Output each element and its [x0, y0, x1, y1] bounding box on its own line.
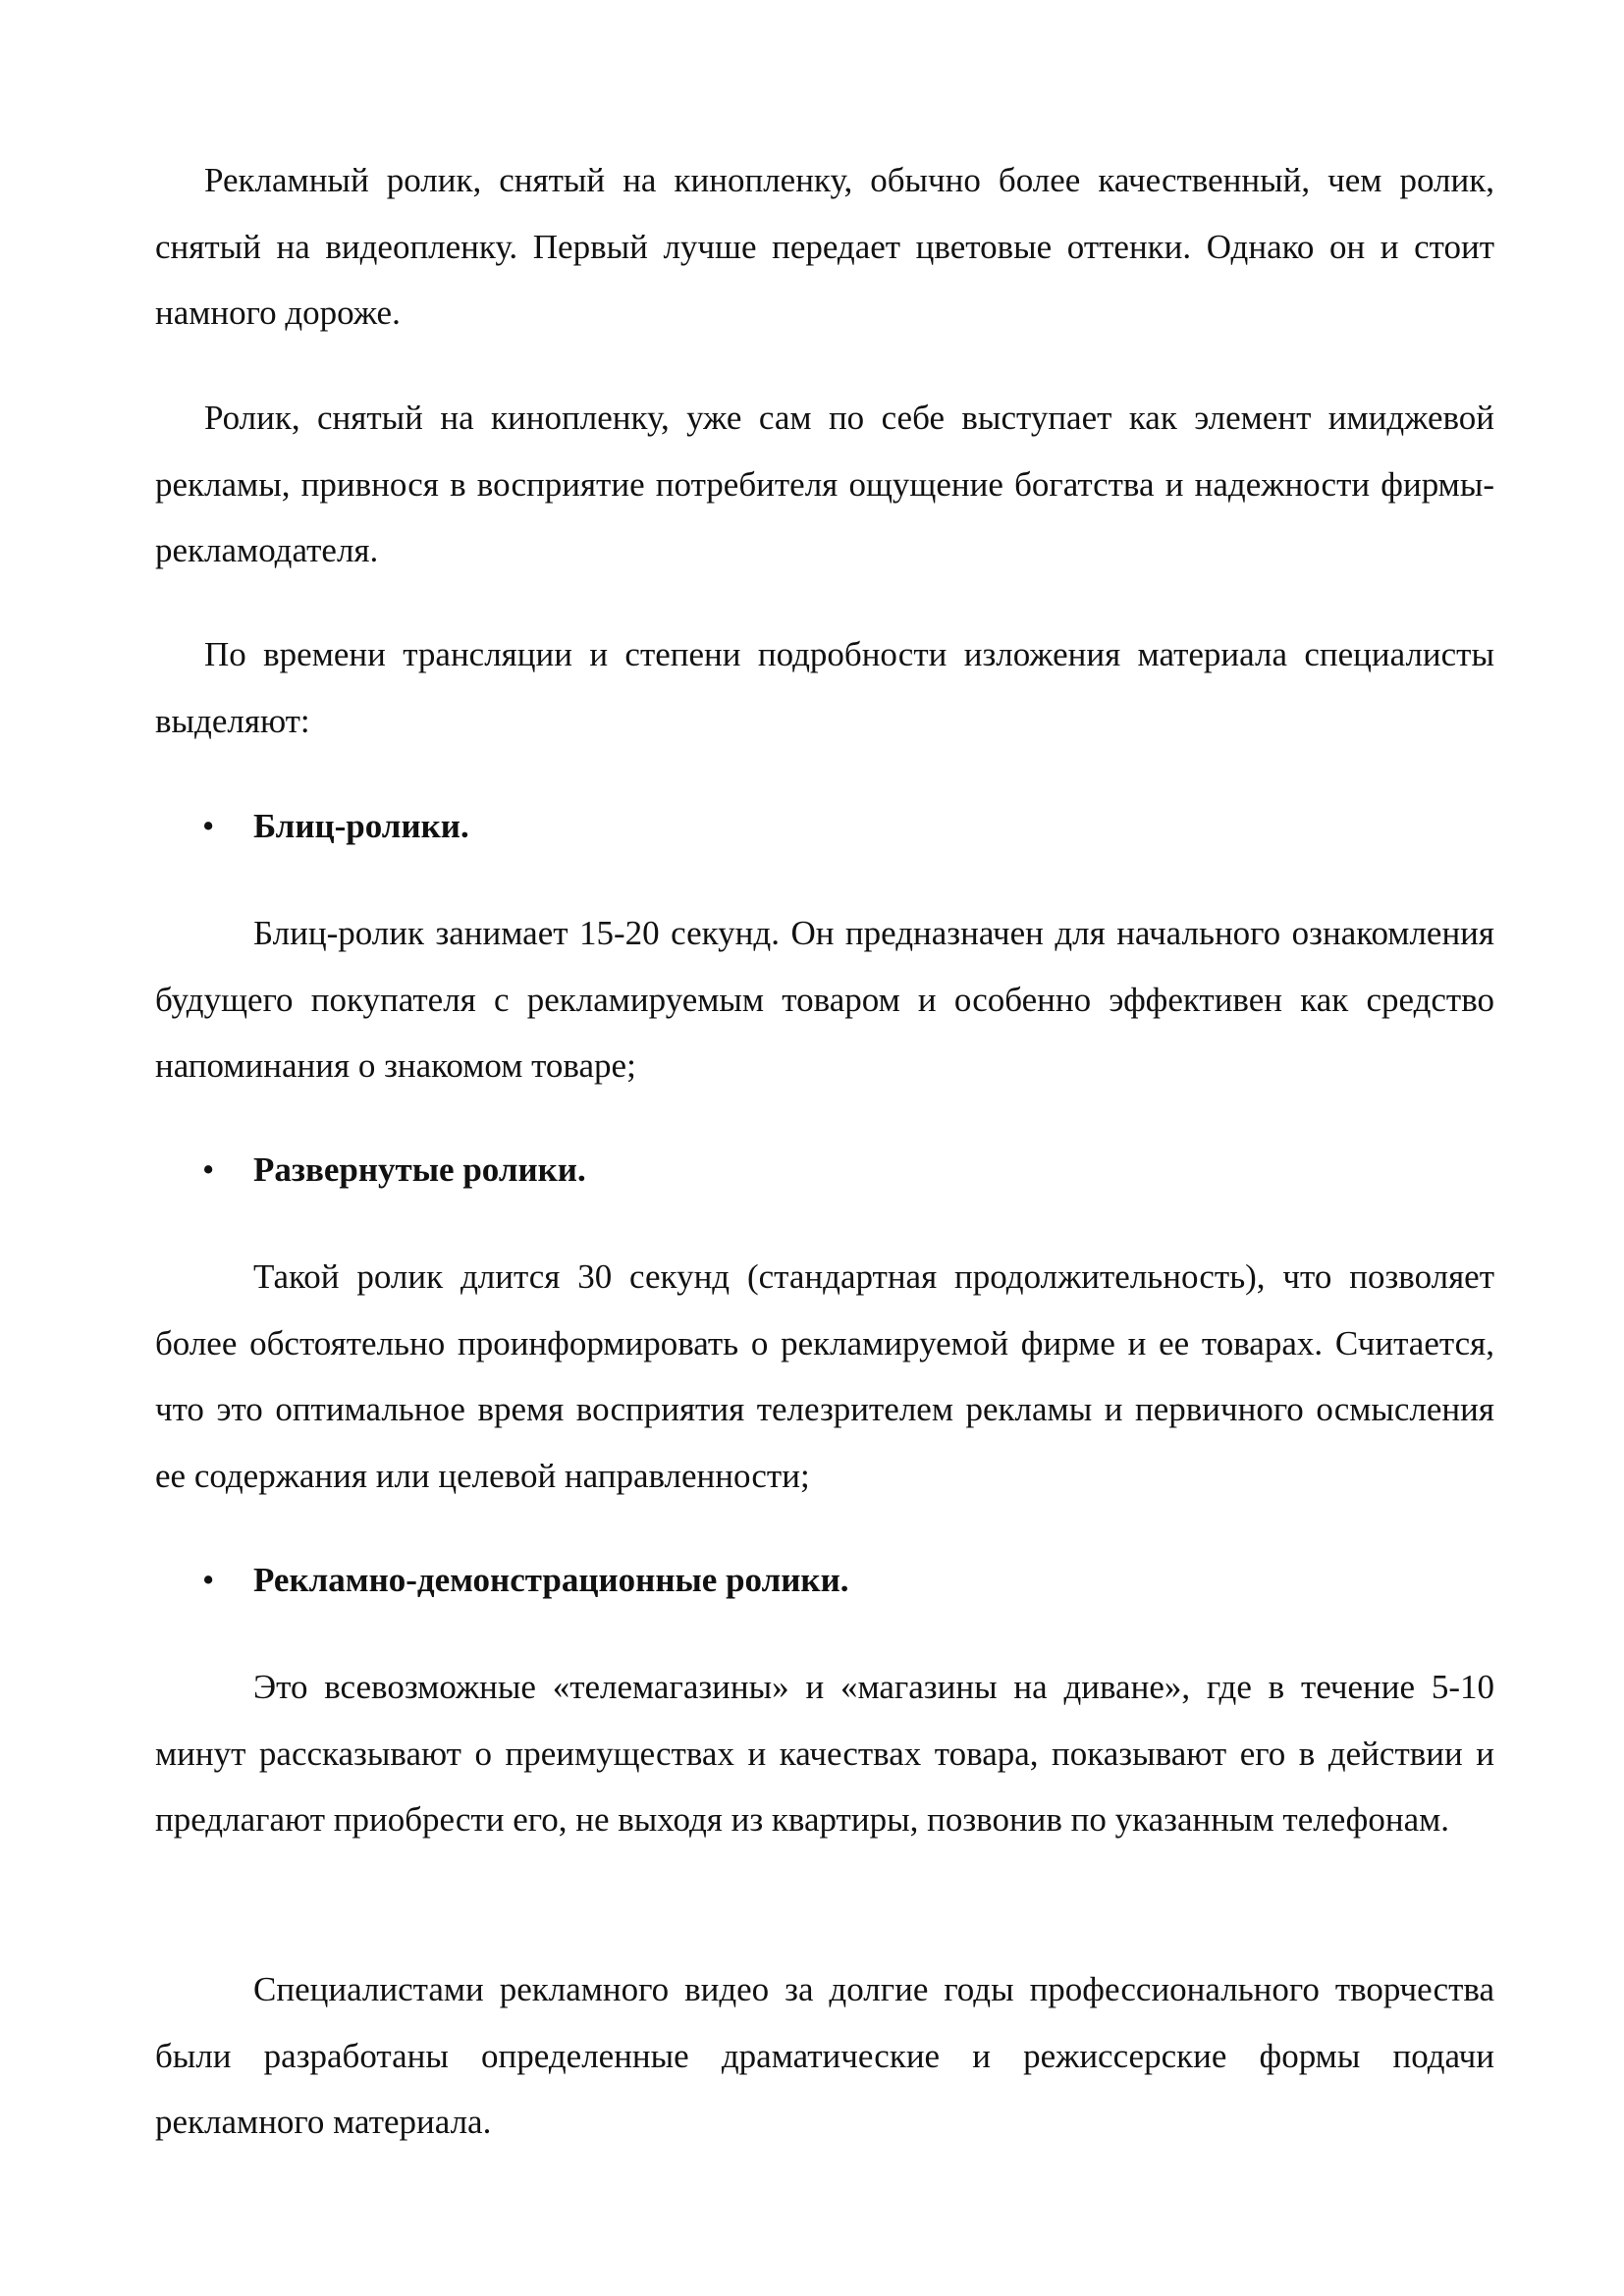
bullet-label-extended: Развернутые ролики. [253, 1150, 586, 1189]
paragraph-extended-description: Такой ролик длится 30 секунд (стандартная продолжительность), что позволяет более обстоятельно проинформировать о рекламируемой фирме и ее товарах. Считается, что это оптимальное время восприятия телезрителем рекламы и первичного осмысления ее содержания или целевой направленности; [155, 1257, 1494, 1495]
paragraph-image-advertising: Ролик, снятый на кинопленку, уже сам по себе выступает как элемент имиджевой рекламы, привнося в восприятие потребителя ощущение богатства и надежности фирмы-рекламодателя. [155, 399, 1494, 569]
bullet-marker: • [202, 1150, 215, 1189]
bullet-label-demonstration: Рекламно-демонстрационные ролики. [253, 1561, 849, 1599]
bullet-label-blitz: Блиц-ролики. [253, 807, 469, 845]
bullet-marker: • [202, 1561, 215, 1599]
bullet-marker: • [202, 807, 215, 845]
paragraph-classification-intro: По времени трансляции и степени подробности изложения материала специалисты выделяют: [155, 635, 1494, 740]
bullet-item-demonstration [202, 1547, 848, 1614]
paragraph-blitz-description: Блиц-ролик занимает 15-20 секунд. Он предназначен для начального ознакомления будущего покупателя с рекламируемым товаром и особенно эффективен как средство напоминания о знакомом товаре; [155, 914, 1494, 1085]
paragraph-demonstration-description: Это всевозможные «телемагазины» и «магазины на диване», где в течение 5-10 минут рассказывают о преимуществах и качествах товара, показывают его в действии и предлагают приобрести его, не выходя из квартиры, позвонив по указанным телефонам. [155, 1668, 1494, 1839]
bullet-item-extended [202, 1137, 586, 1203]
paragraph-film-quality: Рекламный ролик, снятый на кинопленку, обычно более качественный, чем ролик, снятый на видеопленку. Первый лучше передает цветовые оттенки. Однако он и стоит намного дороже. [155, 161, 1494, 332]
bullet-item-blitz [202, 793, 469, 860]
paragraph-dramatic-forms: Специалистами рекламного видео за долгие годы профессионального творчества были разработаны определенные драматические и режиссерские формы подачи рекламного материала. [155, 1970, 1494, 2141]
